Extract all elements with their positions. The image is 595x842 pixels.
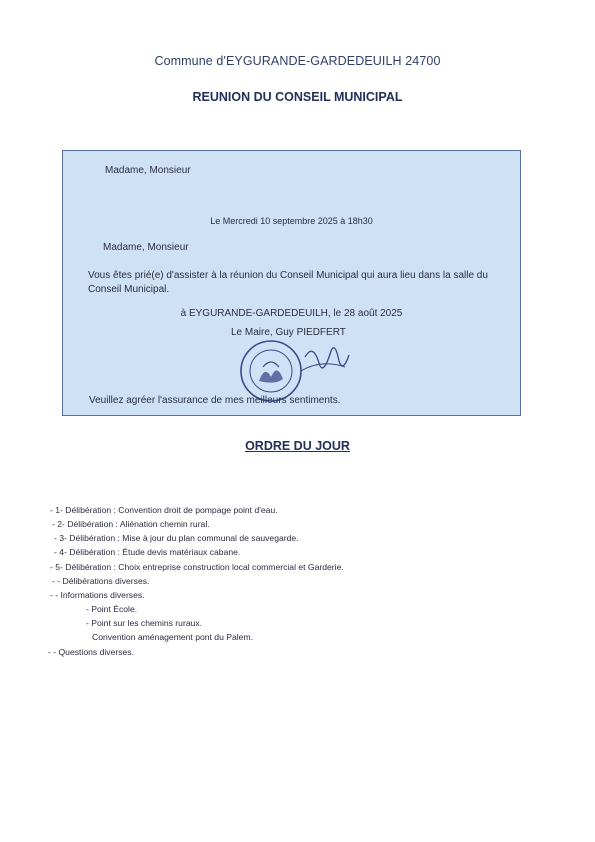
agenda-sub-item: - Point École. <box>86 604 138 614</box>
meeting-date: Le Mercredi 10 septembre 2025 à 18h30 <box>210 216 373 226</box>
closing-line: Veuillez agréer l'assurance de mes meilleurs sentiments. <box>89 395 341 406</box>
page-title: REUNION DU CONSEIL MUNICIPAL <box>192 90 403 104</box>
agenda-item: - - Informations diverses. <box>50 590 145 600</box>
place-date: à EYGURANDE-GARDEDEUILH, le 28 août 2025 <box>180 308 403 319</box>
mayor-signature-line: Le Maire, Guy PIEDFERT <box>231 327 346 338</box>
agenda-item: - 1- Délibération : Convention droit de pompage point d'eau. <box>50 505 278 515</box>
mairie-stamp-and-signature <box>235 337 355 403</box>
invitation-body: Vous êtes prié(e) d'assister à la réunion du Conseil Municipal qui aura lieu dans la salle du Conseil Municipal. <box>88 270 488 295</box>
agenda-sub-item: Convention aménagement pont du Palem. <box>92 632 253 642</box>
agenda-item: - 4- Délibération : Étude devis matériaux cabane. <box>54 547 241 557</box>
agenda-item: - 5- Délibération : Choix entreprise construction local commercial et Garderie. <box>50 562 344 572</box>
agenda-item: - - Délibérations diverses. <box>52 576 150 586</box>
agenda-item: - 3- Délibération : Mise à jour du plan communal de sauvegarde. <box>54 533 299 543</box>
agenda-title: ORDRE DU JOUR <box>245 439 350 453</box>
commune-header: Commune d'EYGURANDE-GARDEDEUILH 24700 <box>154 54 441 68</box>
agenda-item: - - Questions diverses. <box>48 647 134 657</box>
agenda-item: - 2- Délibération : Aliénation chemin rural. <box>52 519 210 529</box>
invitation-box <box>62 150 521 416</box>
salutation: Madame, Monsieur <box>103 242 189 253</box>
salutation-top: Madame, Monsieur <box>105 165 191 176</box>
agenda-sub-item: - Point sur les chemins ruraux. <box>86 618 203 628</box>
